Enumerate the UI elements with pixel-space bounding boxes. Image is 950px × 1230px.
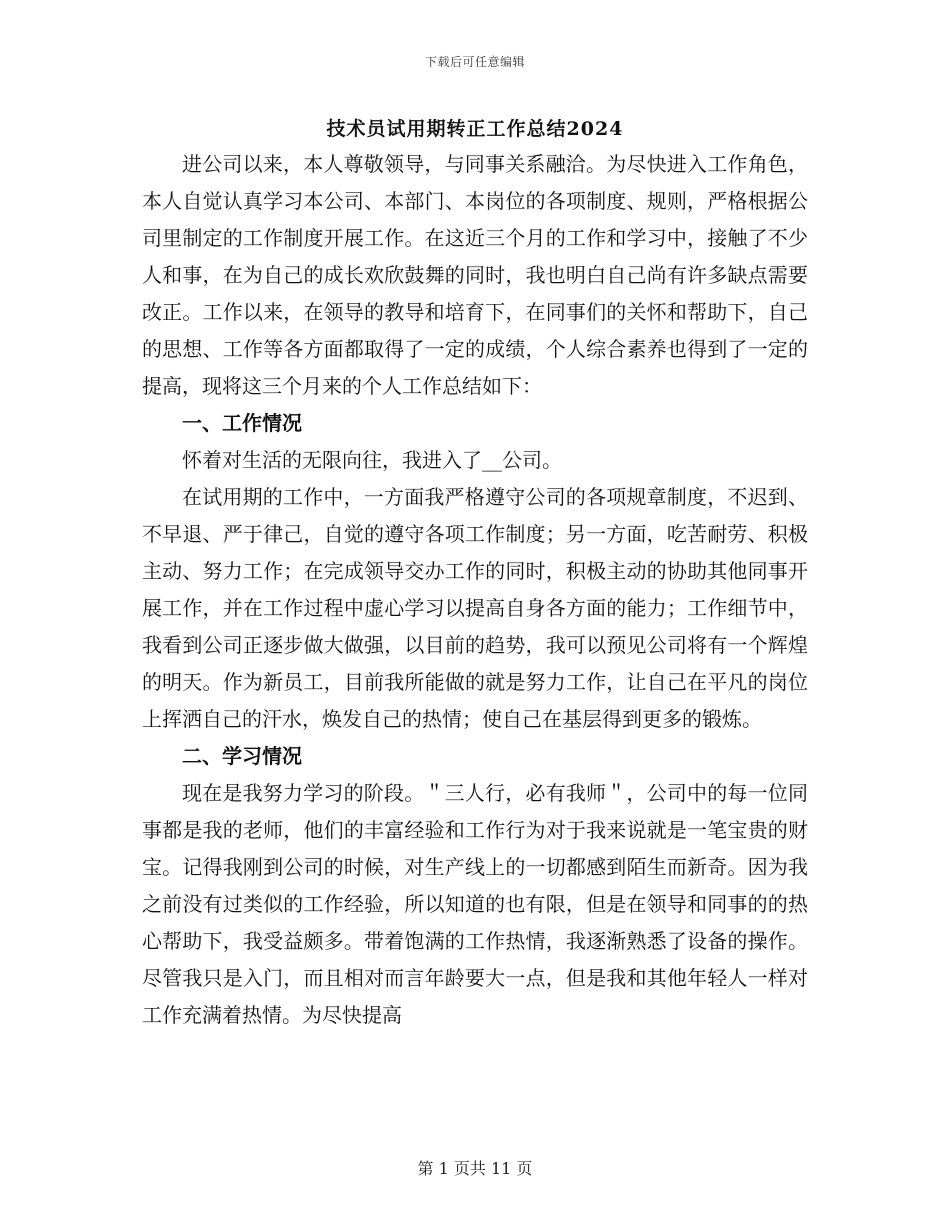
document-body — [142, 146, 808, 1034]
page-footer: 第 1 页共 11 页 — [417, 1159, 533, 1178]
study-paragraph-1: 现在是我努力学习的阶段。＂三人行，必有我师＂，公司中的每一位同事都是我的老师，他们的丰富经验和工作行为对于我来说就是一笔宝贵的财宝。记得我刚到公司的时候，对生产线上的一切都感到陌生而新奇。因为我之前没有过类似的工作经验，所以知道的也有限，但是在领导和同事的的热心帮助下，我受益颇多。带着饱满的工作热情，我逐渐熟悉了设备的操作。尽管我只是入门，而且相对而言年龄要大一点，但是我和其他年轻人一样对工作充满着热情。为尽快提高 — [142, 781, 808, 1027]
work-paragraph-2: 在试用期的工作中，一方面我严格遵守公司的各项规章制度，不迟到、不早退、严于律己，自觉的遵守各项工作制度；另一方面，吃苦耐劳、积极主动、努力工作；在完成领导交办工作的同时，积极主动的协助其他同事开展工作，并在工作过程中虚心学习以提高自身各方面的能力；工作细节中，我看到公司正逐步做大做强，以目前的趋势，我可以预见公司将有一个辉煌的明天。作为新员工，目前我所能做的就是努力工作，让自己在平凡的岗位上挥洒自己的汗水，焕发自己的热情；使自己在基层得到更多的锻炼。 — [142, 485, 808, 731]
work-paragraph-1: 怀着对生活的无限向往，我进入了__公司。 — [182, 448, 562, 472]
section-heading-work: 一、工作情况 — [182, 411, 302, 435]
document-title: 技术员试用期转正工作总结2024 — [326, 118, 624, 140]
section-heading-study: 二、学习情况 — [182, 744, 302, 768]
intro-paragraph: 进公司以来，本人尊敬领导，与同事关系融洽。为尽快进入工作角色，本人自觉认真学习本公司、本部门、本岗位的各项制度、规则，严格根据公司里制定的工作制度开展工作。在这近三个月的工作和学习中，接触了不少人和事，在为自己的成长欢欣鼓舞的同时，我也明白自己尚有许多缺点需要改正。工作以来，在领导的教导和培育下，在同事们的关怀和帮助下，自己的思想、工作等各方面都取得了一定的成绩，个人综合素养也得到了一定的提高，现将这三个月来的个人工作总结如下： — [142, 152, 808, 398]
header-note: 下载后可任意编辑 — [424, 55, 525, 69]
